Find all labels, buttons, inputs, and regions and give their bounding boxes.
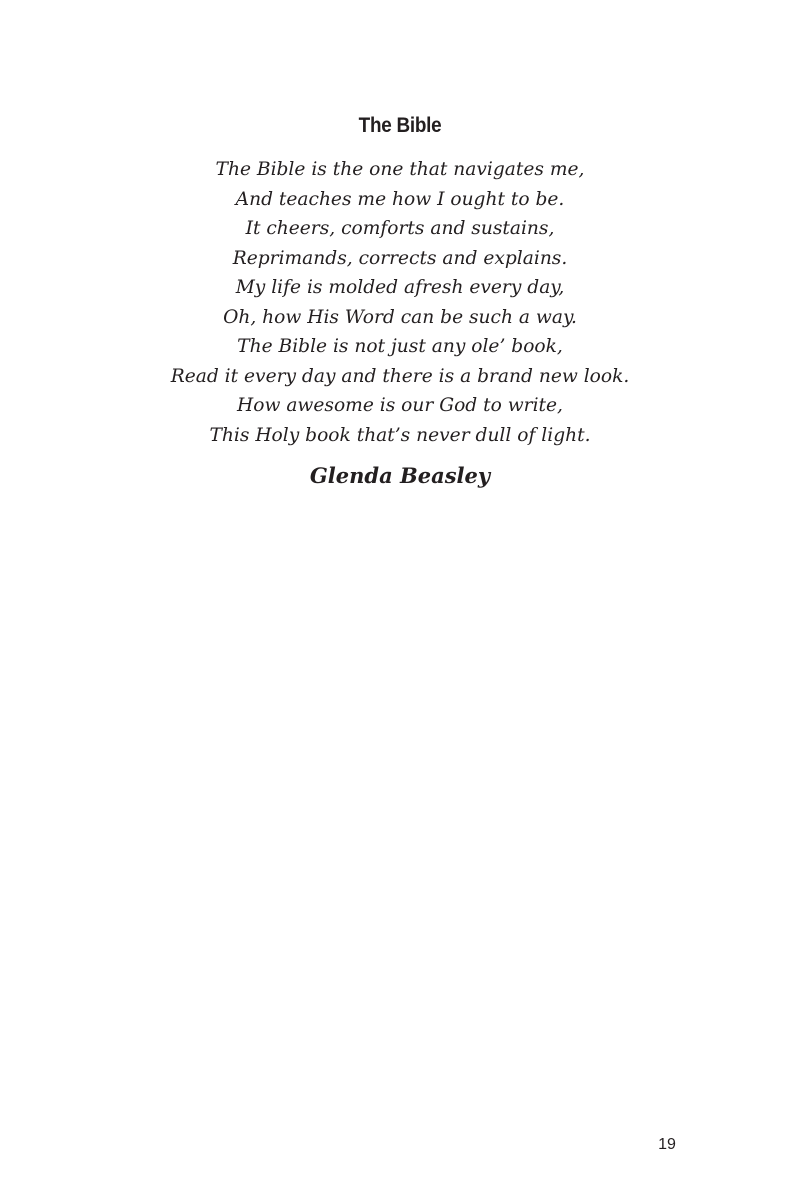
poem-line: Read it every day and there is a brand new look.: [170, 364, 630, 387]
poem-line: It cheers, comforts and sustains,: [245, 217, 555, 239]
poem-line: The Bible is the one that navigates me,: [215, 158, 585, 180]
poem-line: This Holy book that’s never dull of light.: [209, 423, 591, 446]
poem-line: My life is molded afresh every day,: [235, 276, 565, 298]
poem-line: And teaches me how I ought to be.: [235, 187, 565, 210]
page-number: 19: [658, 1136, 676, 1153]
poem-title: The Bible: [358, 114, 442, 137]
poem-author: Glenda Beasley: [309, 463, 491, 488]
poem-line: The Bible is not just any ole’ book,: [237, 335, 563, 357]
poem-line: Oh, how His Word can be such a way.: [223, 305, 577, 328]
poem-line: Reprimands, corrects and explains.: [232, 246, 568, 269]
poem-line: How awesome is our God to write,: [237, 394, 563, 416]
poem-body: [0, 155, 800, 450]
